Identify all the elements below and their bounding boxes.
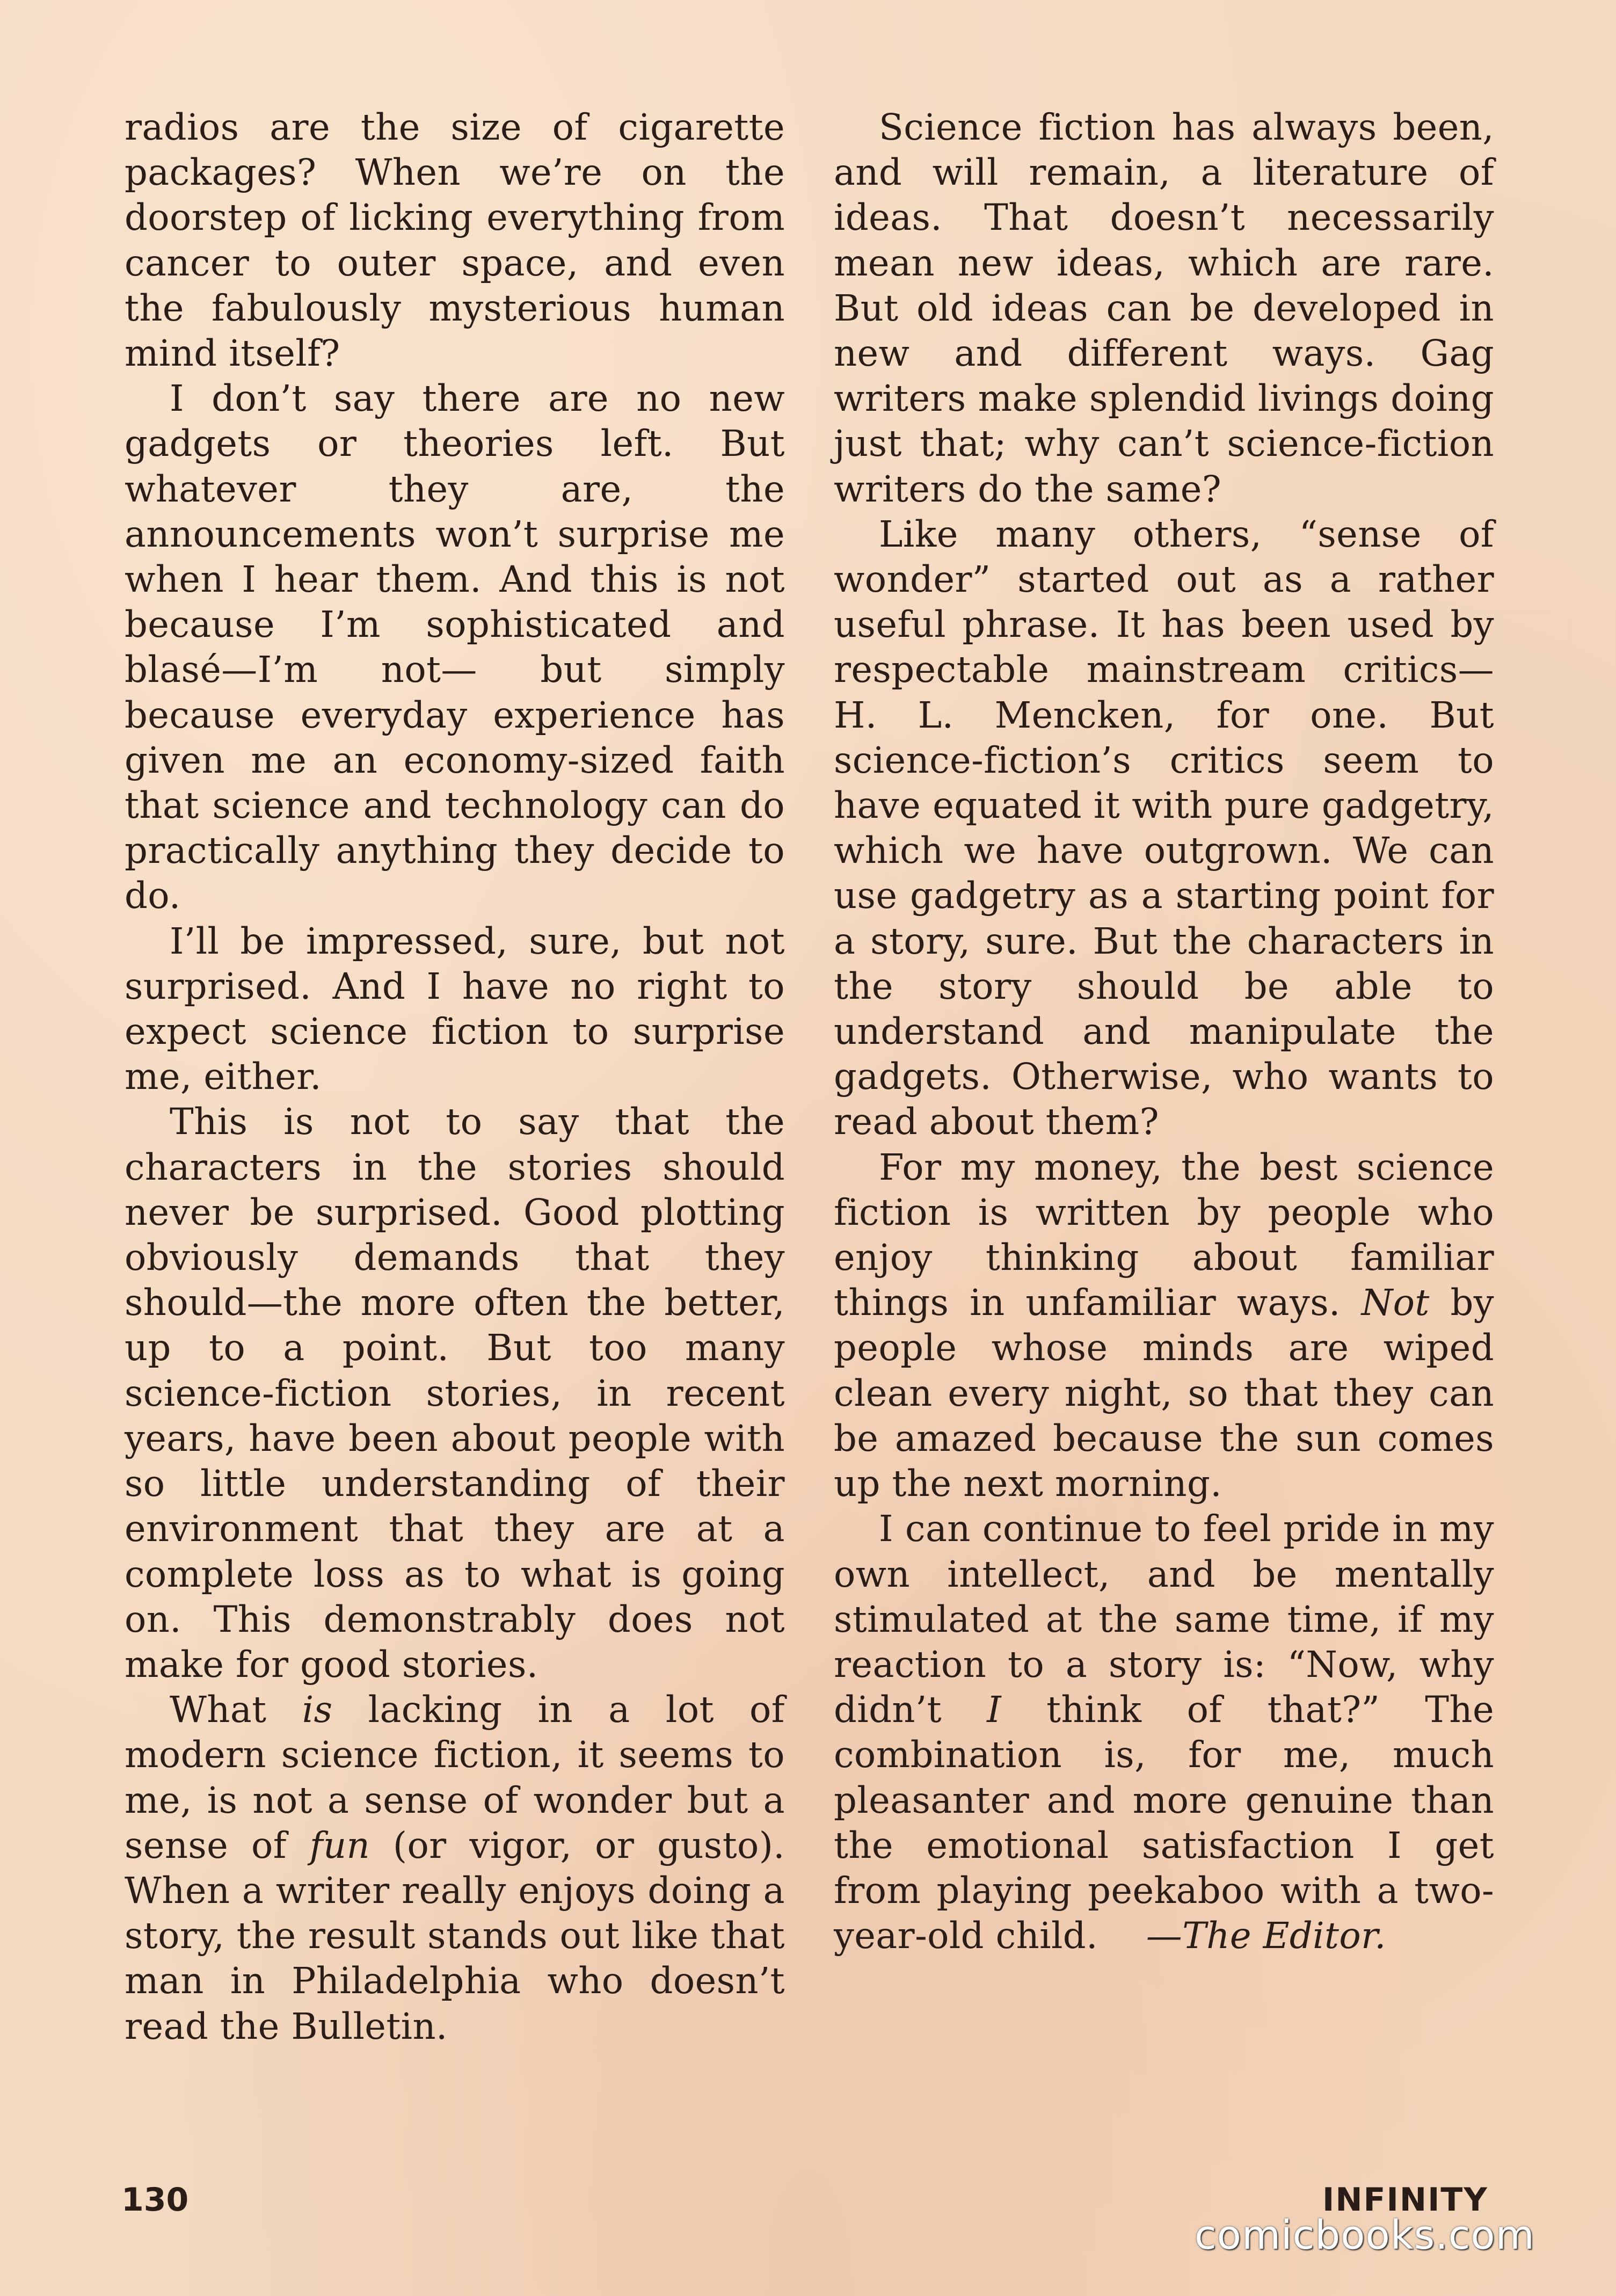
left-column bbox=[125, 105, 785, 2049]
paragraph: This is not to say that the characters in the stories should never be surprised. Good plotting obviously demands that they should—the more often the better, up to a point. But too many science-fiction stories, in recent years, have been about people with so little understanding of their environment that they are at a complete loss as to what is going on. This demonstrably does not make for good stories. bbox=[125, 1101, 785, 1685]
text-run: think of that?” The combination is, for me, much pleasanter and more genuine than the emotional satisfaction I get from playing peekaboo with a two-year-old child. bbox=[834, 1689, 1495, 1957]
editor-signature: —The Editor. bbox=[1146, 1915, 1386, 1957]
text-run: What bbox=[170, 1689, 302, 1731]
page-number: 130 bbox=[121, 2181, 189, 2219]
paragraph: I’ll be impressed, sure, but not surprised. And I have no right to expect science fiction to surprise me, either. bbox=[125, 920, 785, 1098]
paragraph bbox=[834, 1506, 1494, 1958]
emphasis: is bbox=[302, 1689, 333, 1731]
site-watermark: comicbooks.com bbox=[1195, 2212, 1535, 2258]
paragraph: Science fiction has always been, and will remain, a literature of ideas. That doesn’t necessarily mean new ideas, which are rare. But old ideas can be developed in new and different ways. Gag writers make splendid livings doing just that; why can’t science-fiction writers do the same? bbox=[834, 106, 1494, 510]
right-column bbox=[834, 105, 1494, 1958]
emphasis: fun bbox=[309, 1824, 370, 1866]
text-run: lacking in a lot of modern science fiction, it seems to me, is not a sense of wonder but a sense of bbox=[125, 1689, 785, 1866]
paragraph bbox=[834, 1145, 1494, 1507]
emphasis: I bbox=[987, 1689, 1002, 1731]
text-run: For my money, the best science fiction is written by people who enjoy thinking about familiar things in unfamiliar ways. bbox=[834, 1146, 1494, 1324]
paragraph bbox=[125, 1687, 785, 2049]
emphasis: Not bbox=[1361, 1282, 1430, 1324]
text-run: (or vigor, or gusto). When a writer really enjoys doing a story, the result stands out like that man in Philadelphia who doesn’t read the Bulletin. bbox=[125, 1824, 785, 2047]
magazine-name: INFINITY bbox=[1322, 2181, 1488, 2219]
paragraph: I don’t say there are no new gadgets or theories left. But whatever they are, the announcements won’t surprise me when I hear them. And this is not because I’m sophisticated and blasé—I’m not— but simply because everyday experience has given me an economy-sized faith that science and technology can do practically anything they decide to do. bbox=[125, 377, 785, 917]
text-run: by people whose minds are wiped clean every night, so that they can be amazed because the sun comes up the next morning. bbox=[834, 1282, 1494, 1505]
paragraph: Like many others, “sense of wonder” started out as a rather useful phrase. It has been used by respectable mainstream critics— H. L. Mencken, for one. But science-fiction’s critics seem to have equated it with pure gadgetry, which we have outgrown. We can use gadgetry as a starting point for a story, sure. But the characters in the story should be able to understand and manipulate the gadgets. Otherwise, who wants to read about them? bbox=[834, 513, 1494, 1143]
text-run: I can continue to feel pride in my own intellect, and be mentally stimulated at the same time, if my reaction to a story is: “Now, why didn’t bbox=[834, 1508, 1494, 1731]
paragraph: radios are the size of cigarette packages? When we’re on the doorstep of licking everything from cancer to outer space, and even the fabulously mysterious human mind itself? bbox=[125, 106, 785, 375]
